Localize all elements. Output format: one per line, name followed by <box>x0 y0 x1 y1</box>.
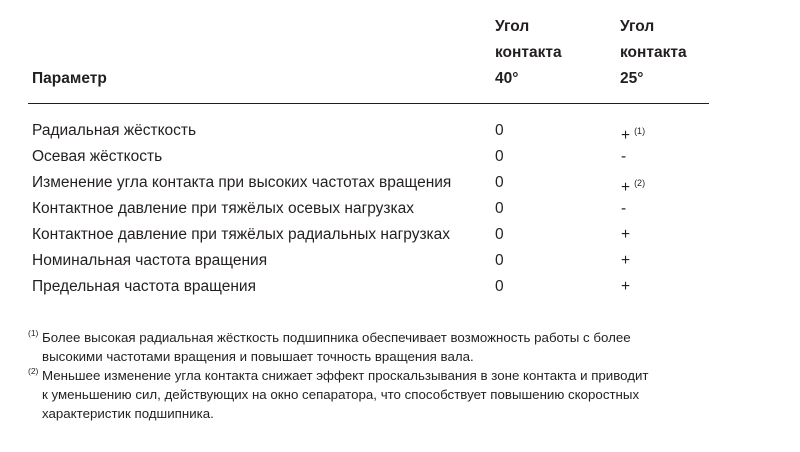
footnote-1 <box>28 328 708 366</box>
footnote-line: Более высокая радиальная жёсткость подшипника обеспечивает возможность работы с более <box>42 330 631 345</box>
header-contact-angle-25 <box>620 14 687 92</box>
header-40-line1: Угол <box>495 18 530 35</box>
footnote-line: характеристик подшипника. <box>42 406 214 421</box>
footnote-line: высокими частотами вращения и повышает точность вращения вала. <box>42 349 474 364</box>
footnote-marker: (1) <box>28 328 39 338</box>
footnote-line: к уменьшению сил, действующих на окно сепаратора, что способствует повышению скоростных <box>42 387 640 402</box>
footnote-ref: (2) <box>634 178 646 188</box>
header-25-line3: 25° <box>620 70 644 87</box>
footnote-2 <box>28 366 708 423</box>
table-row <box>32 144 732 170</box>
parameter-cell: Изменение угла контакта при высоких частотах вращения <box>32 174 452 191</box>
header-25-line2: контакта <box>620 44 687 61</box>
footnote-marker: (2) <box>28 366 39 376</box>
header-contact-angle-40 <box>495 14 562 92</box>
header-divider <box>28 103 709 104</box>
parameter-cell: Радиальная жёсткость <box>32 122 197 139</box>
value-25-text: + <box>621 179 631 196</box>
header-parameter: Параметр <box>32 70 107 87</box>
value-25-cell: + <box>621 252 631 269</box>
value-40-cell: 0 <box>495 226 504 243</box>
value-40-cell: 0 <box>495 278 504 295</box>
footnote-ref: (1) <box>634 126 646 136</box>
footnote-line: Меньшее изменение угла контакта снижает эффект проскальзывания в зоне контакта и приводит <box>42 368 649 383</box>
value-25-cell: + <box>621 278 631 295</box>
value-25-cell: - <box>621 148 627 165</box>
table-row <box>32 118 732 144</box>
table-row <box>32 170 732 196</box>
value-25-cell: - <box>621 200 627 217</box>
parameter-cell: Номинальная частота вращения <box>32 252 268 269</box>
header-25-line1: Угол <box>620 18 655 35</box>
header-40-line2: контакта <box>495 44 562 61</box>
value-40-cell: 0 <box>495 148 504 165</box>
value-40-cell: 0 <box>495 200 504 217</box>
comparison-table-body <box>32 118 732 300</box>
table-row <box>32 248 732 274</box>
value-40-cell: 0 <box>495 122 504 139</box>
table-row <box>32 196 732 222</box>
parameter-cell: Осевая жёсткость <box>32 148 163 165</box>
parameter-cell: Контактное давление при тяжёлых радиальных нагрузках <box>32 226 451 243</box>
table-row <box>32 274 732 300</box>
value-40-cell: 0 <box>495 252 504 269</box>
header-40-line3: 40° <box>495 70 519 87</box>
footnotes <box>28 328 708 423</box>
value-25-cell: + <box>621 226 631 243</box>
value-40-cell: 0 <box>495 174 504 191</box>
parameter-cell: Контактное давление при тяжёлых осевых нагрузках <box>32 200 415 217</box>
table-row <box>32 222 732 248</box>
parameter-cell: Предельная частота вращения <box>32 278 256 295</box>
value-25-text: + <box>621 127 631 144</box>
